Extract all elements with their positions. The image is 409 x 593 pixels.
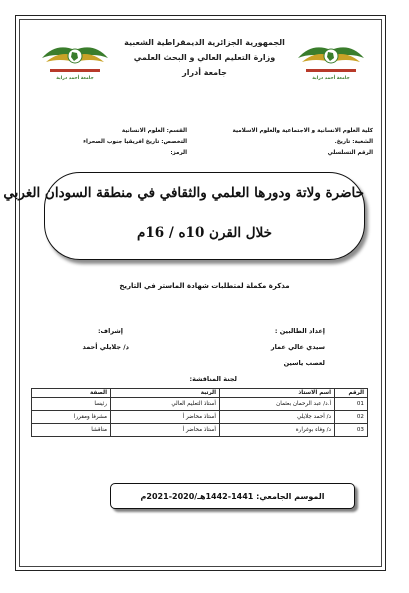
committee-title: لجنة المناقشة: xyxy=(189,375,237,383)
row-rank: أستاذ محاضر أ xyxy=(111,411,220,424)
thesis-title-line-1: حاضرة ولاتة ودورها العلمي والثقافي في منطقة السودان الغربي xyxy=(3,185,364,201)
student-name-2: لعصب ياسين xyxy=(283,359,325,367)
row-number: 01 xyxy=(335,398,368,411)
row-role: مناقشا xyxy=(32,424,111,437)
table-row xyxy=(32,398,368,411)
academic-year-text: الموسم الجامعي: 1441-1442هـ/2020-2021م xyxy=(140,491,325,501)
left-logo-caption: جامعة أحمد دراية xyxy=(56,76,94,81)
thesis-title-box xyxy=(3,172,365,260)
row-name: د/ أحمد جلايلي xyxy=(220,411,335,424)
republic-header: الجمهورية الجزائرية الديمقراطية الشعبية xyxy=(124,38,285,47)
row-number: 03 xyxy=(335,424,368,437)
ministry-header: وزارة التعليم العالي و البحث العلمي xyxy=(133,53,276,62)
row-number: 02 xyxy=(335,411,368,424)
committee-table xyxy=(31,388,368,437)
table-row xyxy=(32,424,368,437)
serial-label: الرقم التسلسلي xyxy=(327,150,373,156)
row-name: د/ وفاء بوغرارة xyxy=(220,424,335,437)
thesis-subtitle: مذكرة مكملة لمتطلبات شهادة الماستر في التاريخ xyxy=(119,282,290,290)
column-header-number: الرقم xyxy=(335,389,368,398)
thesis-title-line-2: خلال القرن 10ه / 16م xyxy=(136,225,273,241)
right-logo-caption: جامعة أحمد دراية xyxy=(312,76,350,81)
student-name-1: سيدي عالي عمار xyxy=(270,343,325,351)
academic-year-box xyxy=(110,483,355,509)
table-row xyxy=(32,411,368,424)
department-label: القسم: العلوم الانسانية xyxy=(121,128,187,134)
column-header-role: الصفة xyxy=(32,389,111,398)
row-role: رئيسا xyxy=(32,398,111,411)
supervisor-label: إشراف: xyxy=(97,327,123,335)
supervisor-name: د/ جلايلي أحمد xyxy=(82,343,129,351)
specialty-label: التخصص: تاريخ افريقيا جنوب الصحراء xyxy=(83,139,187,145)
university-header: جامعة أدرار xyxy=(182,68,227,77)
column-header-name: اسم الاستاذ xyxy=(220,389,335,398)
code-label: الرمز: xyxy=(170,150,187,156)
row-role: مشرفا ومقررا xyxy=(32,411,111,424)
university-emblem-icon xyxy=(292,36,370,80)
committee-header-row xyxy=(32,389,368,398)
faculty-label: كلية العلوم الانسانية و الاجتماعية والعلوم الاسلامية xyxy=(232,128,373,134)
row-name: أ.د/ عبد الرحمان بعثمان xyxy=(220,398,335,411)
row-rank: أستاذ محاضر أ xyxy=(111,424,220,437)
university-logo-right xyxy=(292,36,370,80)
branch-label: الشعبة: تاريخ. xyxy=(334,139,373,145)
university-logo-left xyxy=(36,36,114,80)
university-emblem-icon xyxy=(36,36,114,80)
students-label: إعداد الطالبين : xyxy=(274,327,325,335)
row-rank: أستاذ التعليم العالي xyxy=(111,398,220,411)
column-header-rank: الرتبة xyxy=(111,389,220,398)
